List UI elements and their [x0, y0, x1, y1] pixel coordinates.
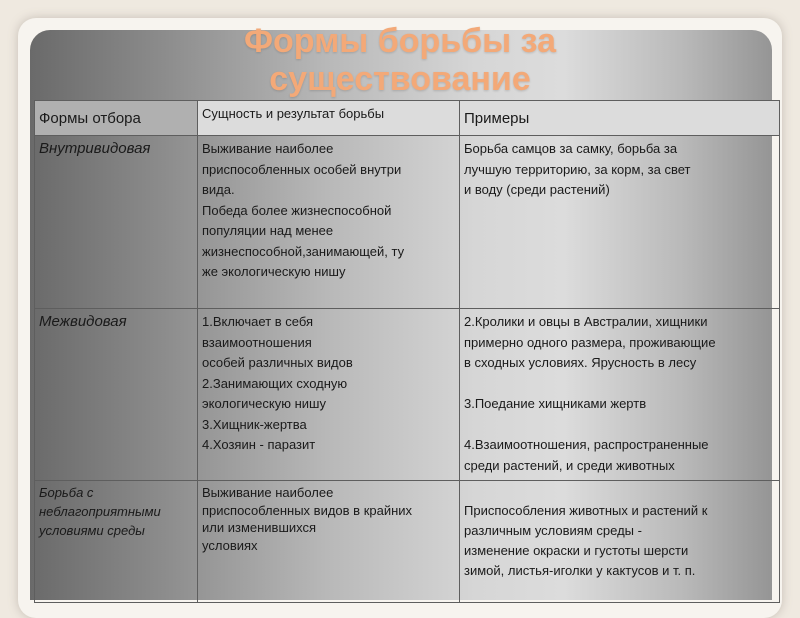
- examples-text: Борьба самцов за самку, борьба за лучшую территорию, за корм, за свет и воду (среди растений): [464, 141, 691, 197]
- essence-text: Выживание наиболее приспособленных особей внутри вида. Победа более жизнеспособной популяции над менее жизнеспособной,занимающей, ту же экологическую нишу: [202, 141, 405, 279]
- cell-essence: [198, 481, 460, 603]
- page-title: [0, 22, 800, 98]
- cell-essence: [198, 309, 460, 481]
- row-name-interspecific: Межвидовая: [35, 309, 198, 481]
- table-row: [35, 136, 780, 309]
- examples-text: Приспособления животных и растений к различным условиям среды - изменение окраски и густоты шерсти зимой, листья-иголки у кактусов и т. п.: [464, 503, 708, 578]
- cell-examples: [460, 481, 780, 603]
- examples-text: 2.Кролики и овцы в Австралии, хищники примерно одного размера, проживающие в сходных условиях. Ярусность в лесу 3.Поедание хищниками жертв 4.Взаимоотношения, распространенные среди растений, и среди животных: [464, 314, 716, 473]
- table-header-row: [35, 101, 780, 136]
- header-essence: Сущность и результат борьбы: [198, 101, 460, 136]
- header-examples: Примеры: [460, 101, 780, 136]
- row-name-environment: Борьба с неблагоприятными условиями среды: [35, 481, 198, 603]
- header-forms: Формы отбора: [35, 101, 198, 136]
- cell-essence: [198, 136, 460, 309]
- cell-examples: [460, 309, 780, 481]
- table-row: [35, 481, 780, 603]
- cell-examples: [460, 136, 780, 309]
- title-line-2: существование: [269, 60, 531, 98]
- row-name-intraspecific: Внутривидовая: [35, 136, 198, 309]
- selection-forms-table: [34, 100, 780, 603]
- essence-text: 1.Включает в себя взаимоотношения особей различных видов 2.Занимающих сходную экологическую нишу 3.Хищник-жертва 4.Хозяин - паразит: [202, 314, 353, 452]
- title-line-1: Формы борьбы за: [243, 22, 557, 60]
- table-row: [35, 309, 780, 481]
- essence-text: Выживание наиболее приспособленных видов в крайних или изменившихся условиях: [202, 485, 413, 553]
